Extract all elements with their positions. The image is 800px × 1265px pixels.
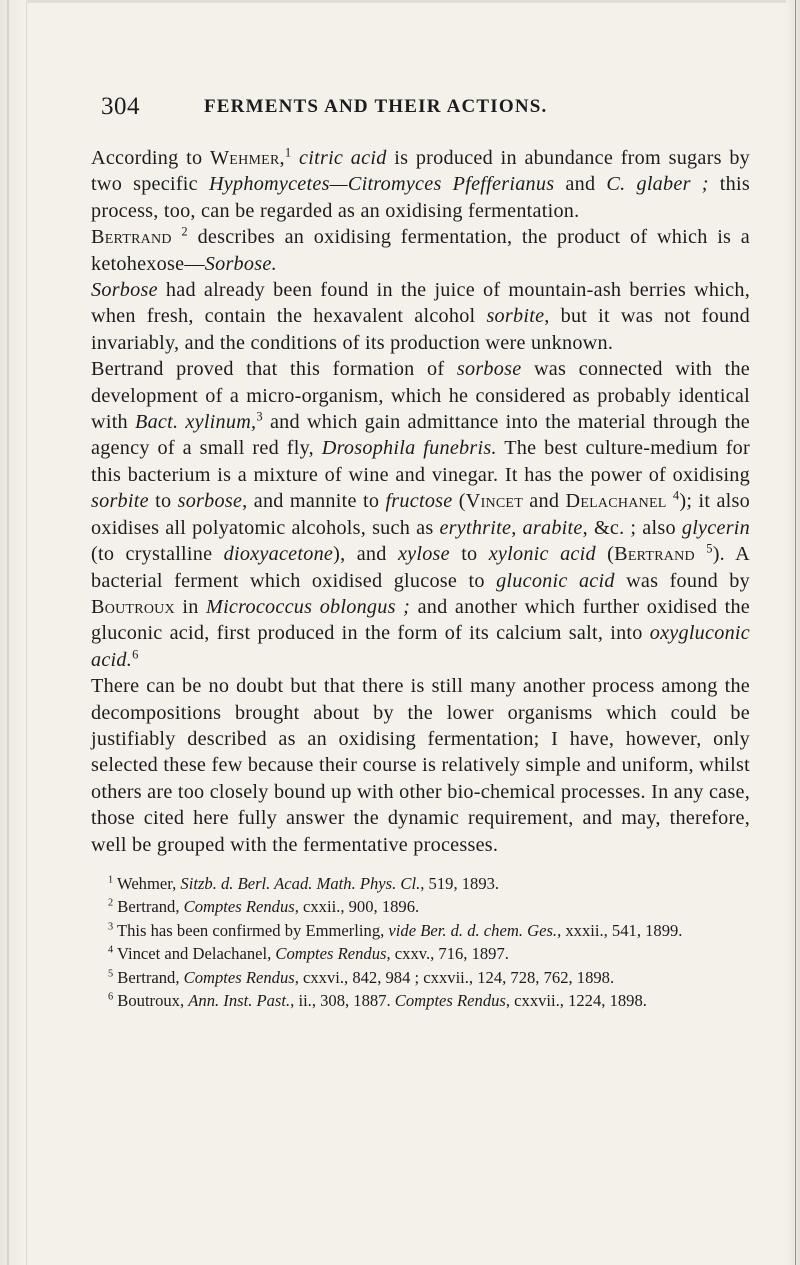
paragraph <box>91 673 750 858</box>
text-run: and another which further oxidised the gluconic acid, first produced in the form of its calcium salt, into <box>91 595 751 645</box>
text-run: sorbite <box>486 305 545 328</box>
text-run: Wehmer, <box>113 874 181 893</box>
text-run: sorbose <box>177 490 243 513</box>
text-run: , and mannite to <box>242 490 386 513</box>
text-run: Bertrand, <box>113 967 184 987</box>
text-run: ); it also oxidises all polyatomic alcohols, such as <box>91 490 750 539</box>
reference-mark: 5 <box>108 968 114 980</box>
text-run: citric acid <box>299 147 387 169</box>
text-run: According to <box>91 147 210 169</box>
text-run: , but it was not found invariably, and the conditions of its production were unknown. <box>91 305 750 354</box>
text-run: Hyphomycetes—Citromyces Pfefferianus <box>208 173 555 196</box>
footnote <box>91 989 750 1012</box>
text-run: Bertrand, <box>113 897 184 917</box>
page-top-edge <box>26 0 800 3</box>
text-run: Micrococcus oblongus ; <box>206 595 411 618</box>
text-run <box>172 226 182 248</box>
reference-mark: 6 <box>108 991 114 1003</box>
text-run: There can be no doubt but that there is still many another process among the decompositions brought about by the lower organisms which could be justifiably described as an oxidising fermentation; I have, however, only selected these few because their course is relatively simple and uniform, whilst others are too closely bound up with other bio-chemical processes. In any case, those cited here fully answer the dynamic requirement, and may, therefore, well be grouped with the fermentative processes. <box>91 675 750 856</box>
reference-mark: 4 <box>108 944 114 956</box>
text-run: Boutroux <box>91 595 175 618</box>
text-run: vide Ber. d. d. chem. Ges. <box>388 920 558 940</box>
reference-mark: 2 <box>181 224 188 239</box>
text-run <box>695 543 706 565</box>
reference-mark: 1 <box>108 874 114 886</box>
text-run: , cxxvi., 842, 984 ; cxxvii., 124, 728, 762, 1898. <box>294 967 615 987</box>
text-run: Vincet <box>465 490 524 513</box>
text-run: oxygluconic acid. <box>91 622 750 671</box>
text-run: glycerin <box>681 516 751 539</box>
paragraph <box>91 145 750 224</box>
text-run: gluconic acid <box>496 569 615 592</box>
text-run: sorbite <box>91 490 149 513</box>
text-run: describes an oxidising fermentation, the product of which is a ketohexose— <box>91 226 751 275</box>
text-run: Vincet and Delachanel, <box>113 944 276 964</box>
text-run: Bertrand <box>614 543 695 566</box>
footnote <box>91 895 750 918</box>
text-run: Bertrand proved that this formation of <box>91 358 457 381</box>
reference-mark: 6 <box>132 646 139 661</box>
text-run: fructose <box>385 490 453 513</box>
text-run: and <box>523 490 566 513</box>
text-run: ( <box>452 490 466 513</box>
text-run: was found by <box>614 569 750 592</box>
text-run: , ii., 308, 1887. <box>290 991 395 1011</box>
reference-mark: 2 <box>108 897 114 909</box>
text-run: , cxxvii., 1224, 1898. <box>505 991 647 1011</box>
page-number: 304 <box>101 93 140 120</box>
text-run: erythrite <box>439 516 512 539</box>
text-run: ). A bacterial ferment which oxidised glucose to <box>91 543 750 592</box>
text-run: Drosophila funebris. <box>321 437 497 460</box>
text-run: this process, too, can be regarded as an oxidising fermentation. <box>91 173 750 222</box>
text-run: is produced in abundance from sugars by two specific <box>91 147 751 196</box>
text-run: in <box>174 595 206 618</box>
text-run: (to crystalline <box>91 543 224 566</box>
page-right-edge <box>786 0 800 1265</box>
text-run: Ann. Inst. Past. <box>188 991 291 1011</box>
reference-mark: 3 <box>256 409 263 424</box>
footnote <box>91 919 750 942</box>
text-run: arabite <box>522 516 583 539</box>
text-run: Boutroux, <box>113 991 189 1011</box>
reference-mark: 1 <box>284 145 292 160</box>
running-head: FERMENTS AND THEIR ACTIONS. <box>204 96 548 117</box>
text-run: xylonic acid <box>488 543 596 566</box>
text-run: Comptes Rendus <box>183 967 295 987</box>
text-run: Delachanel <box>565 490 667 513</box>
text-run: , xxxii., 541, 1899. <box>557 920 683 940</box>
text-run: , cxxii., 900, 1896. <box>294 897 420 917</box>
page-header <box>101 93 741 123</box>
text-run: Comptes Rendus <box>183 897 295 917</box>
text-run: Sitzb. d. Berl. Acad. Math. Phys. Cl. <box>180 874 421 893</box>
text-run: , cxxv., 716, 1897. <box>386 944 509 964</box>
text-run: Bact. xylinum, <box>135 411 257 434</box>
reference-mark: 3 <box>108 921 114 933</box>
text-run: had already been found in the juice of mountain-ash berries which, when fresh, contain the hexavalent alcohol <box>91 279 750 328</box>
text-run: sorbose <box>456 358 522 381</box>
text-run: and which gain admittance into the material through the agency of a small red fly, <box>91 411 751 460</box>
text-run: Wehmer, <box>209 147 285 169</box>
text-run: Bertrand <box>91 226 172 249</box>
reference-mark: 4 <box>672 488 680 503</box>
text-run: and <box>554 173 607 196</box>
text-run: Sorbose. <box>204 252 277 275</box>
text-run: , 519, 1893. <box>420 874 500 893</box>
paragraph <box>91 277 750 356</box>
text-run: ( <box>595 543 615 566</box>
footnotes <box>91 872 750 1012</box>
footnote <box>91 966 750 989</box>
text-run: Sorbose <box>91 279 158 302</box>
text-run: to <box>148 490 178 513</box>
text-run: C. glaber ; <box>606 173 709 196</box>
text-run: ), and <box>333 543 398 566</box>
text-run: , <box>511 516 523 539</box>
text-run: dioxyacetone <box>223 543 334 566</box>
footnote <box>91 872 750 895</box>
text-run: was connected with the development of a micro-organism, which he considered as probably identical with <box>91 358 751 434</box>
text-run: Comptes Rendus <box>394 991 506 1011</box>
text-run: to <box>449 543 489 566</box>
paragraph <box>91 224 750 277</box>
book-gutter <box>0 0 27 1265</box>
text-run: xylose <box>397 543 450 566</box>
footnote <box>91 942 750 965</box>
text-run: Comptes Rendus <box>275 944 387 964</box>
body-text <box>91 145 750 858</box>
text-run: , &c. ; also <box>582 516 682 539</box>
text-run: The best culture-medium for this bacterium is a mixture of wine and vinegar. It has the power of oxidising <box>91 437 750 486</box>
reference-mark: 5 <box>706 541 713 556</box>
paragraph <box>91 356 750 673</box>
text-run <box>291 147 299 169</box>
text-run: This has been confirmed by Emmerling, <box>113 920 389 940</box>
